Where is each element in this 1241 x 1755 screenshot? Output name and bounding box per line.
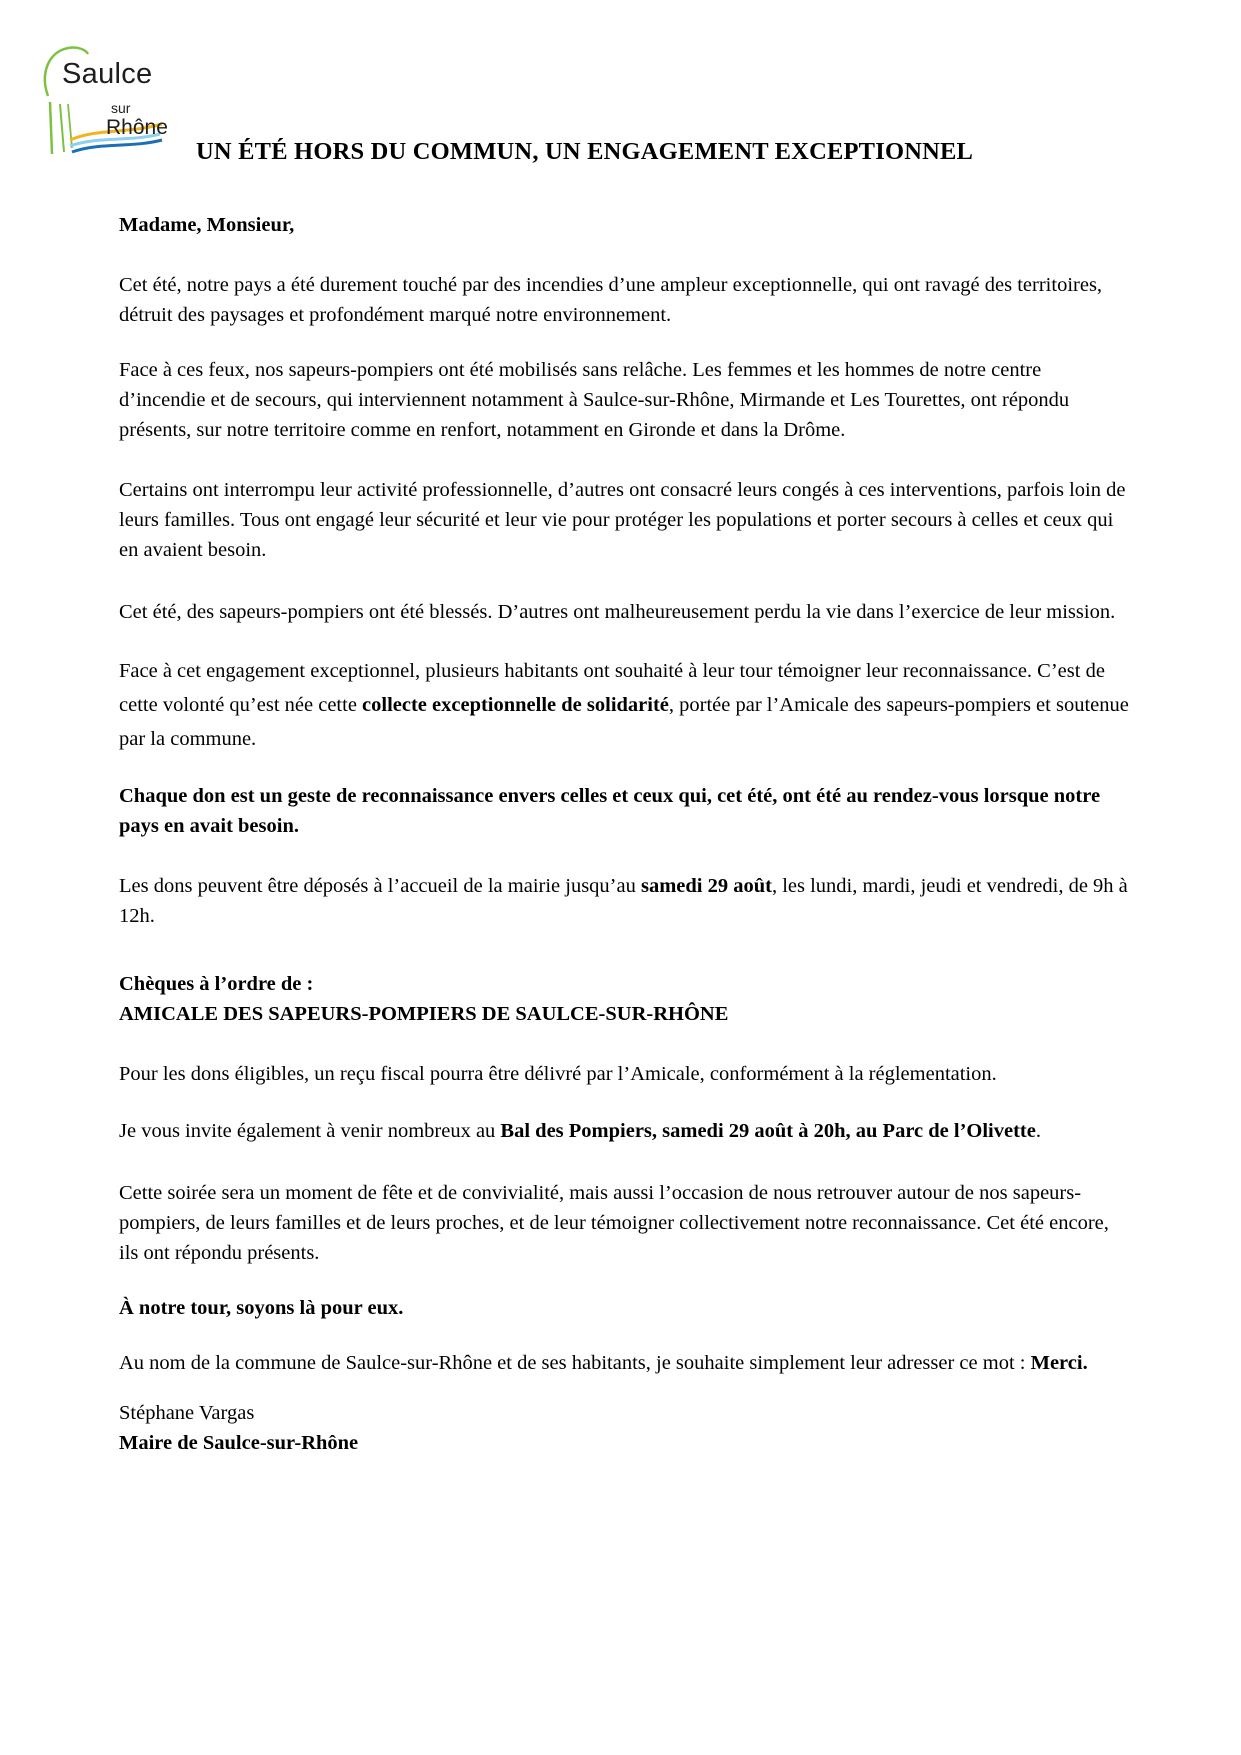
collecte-highlight: collecte exceptionnelle de solidarité (362, 694, 669, 716)
cheques-label: Chèques à l’ordre de : (119, 973, 314, 995)
cheques-payee: AMICALE DES SAPEURS-POMPIERS DE SAULCE-SUR-RHÔNE (119, 1003, 729, 1025)
depot-text-a: Les dons peuvent être déposés à l’accueil de la mairie jusqu’au (119, 875, 641, 897)
depot-date: samedi 29 août (640, 875, 772, 897)
paragraph-injured: Cet été, des sapeurs-pompiers ont été blessés. D’autres ont malheureusement perdu la vie dans l’exercice de leur mission. (119, 601, 1116, 623)
paragraph-notre-tour: À notre tour, soyons là pour eux. (119, 1297, 404, 1319)
saulce-sur-rhone-logo (38, 44, 188, 174)
signature-role: Maire de Saulce-sur-Rhône (119, 1432, 359, 1454)
paragraph-soiree: Cette soirée sera un moment de fête et de convivialité, mais aussi l’occasion de nous retrouver autour de nos sapeurs-pompiers, de leurs familles et de leurs proches, et de leur témoigner collectivement notre reconnaissance. Cet été encore, ils ont répondu présents. (119, 1182, 1109, 1264)
merci-word: Merci. (1030, 1352, 1088, 1374)
paragraph-fires: Cet été, notre pays a été durement touché par des incendies d’une ampleur exceptionnelle, qui ont ravagé des territoires, détruit des paysages et profondément marqué notre environnement. (119, 274, 1103, 326)
logo-text-saulce: Saulce (62, 58, 153, 90)
letter-body (119, 210, 1129, 1458)
paragraph-collecte (119, 654, 1129, 756)
paragraph-bal (119, 1114, 1129, 1148)
logo-text-rhone: Rhône (106, 116, 168, 139)
letter-title: UN ÉTÉ HORS DU COMMUN, UN ENGAGEMENT EXCEPTIONNEL (196, 138, 974, 165)
greeting: Madame, Monsieur, (119, 214, 295, 236)
bal-text-a: Je vous invite également à venir nombreux au (119, 1120, 501, 1142)
paragraph-don: Chaque don est un geste de reconnaissance envers celles et ceux qui, cet été, ont été au rendez-vous lorsque notre pays en avait besoin. (119, 785, 1101, 837)
depot-text-b: , les lundi, mardi, jeudi et vendredi, de 9h à 12h. (119, 875, 1128, 927)
paragraph-merci (119, 1348, 1129, 1378)
collecte-text-a: Face à cet engagement exceptionnel, plusieurs habitants ont souhaité à leur tour témoigner leur reconnaissance. C’est de cette volonté qu’est née cette (119, 660, 1105, 716)
signature-name: Stéphane Vargas (119, 1402, 255, 1424)
collecte-text-b: , portée par l’Amicale des sapeurs-pompiers et soutenue par la commune. (119, 694, 1129, 750)
bal-text-b: . (1035, 1120, 1041, 1142)
paragraph-mobilisation: Face à ces feux, nos sapeurs-pompiers ont été mobilisés sans relâche. Les femmes et les hommes de notre centre d’incendie et de secours, qui interviennent notamment à Saulce-sur-Rhône, Mirmande et Les Tourettes, ont répondu présents, sur notre territoire comme en renfort, notamment en Gironde et dans la Drôme. (119, 359, 1070, 441)
paragraph-recu: Pour les dons éligibles, un reçu fiscal pourra être délivré par l’Amicale, conformément à la réglementation. (119, 1063, 997, 1085)
logo-text-sur: sur (111, 100, 131, 116)
bal-details: Bal des Pompiers, samedi 29 août à 20h, au Parc de l’Olivette (500, 1120, 1036, 1142)
merci-text: Au nom de la commune de Saulce-sur-Rhône et de ses habitants, je souhaite simplement leur adresser ce mot : (119, 1352, 1031, 1374)
paragraph-depot (119, 871, 1129, 931)
paragraph-sacrifice: Certains ont interrompu leur activité professionnelle, d’autres ont consacré leurs congés à ces interventions, parfois loin de leurs familles. Tous ont engagé leur sécurité et leur vie pour protéger les populations et porter secours à celles et ceux qui en avaient besoin. (119, 479, 1126, 561)
